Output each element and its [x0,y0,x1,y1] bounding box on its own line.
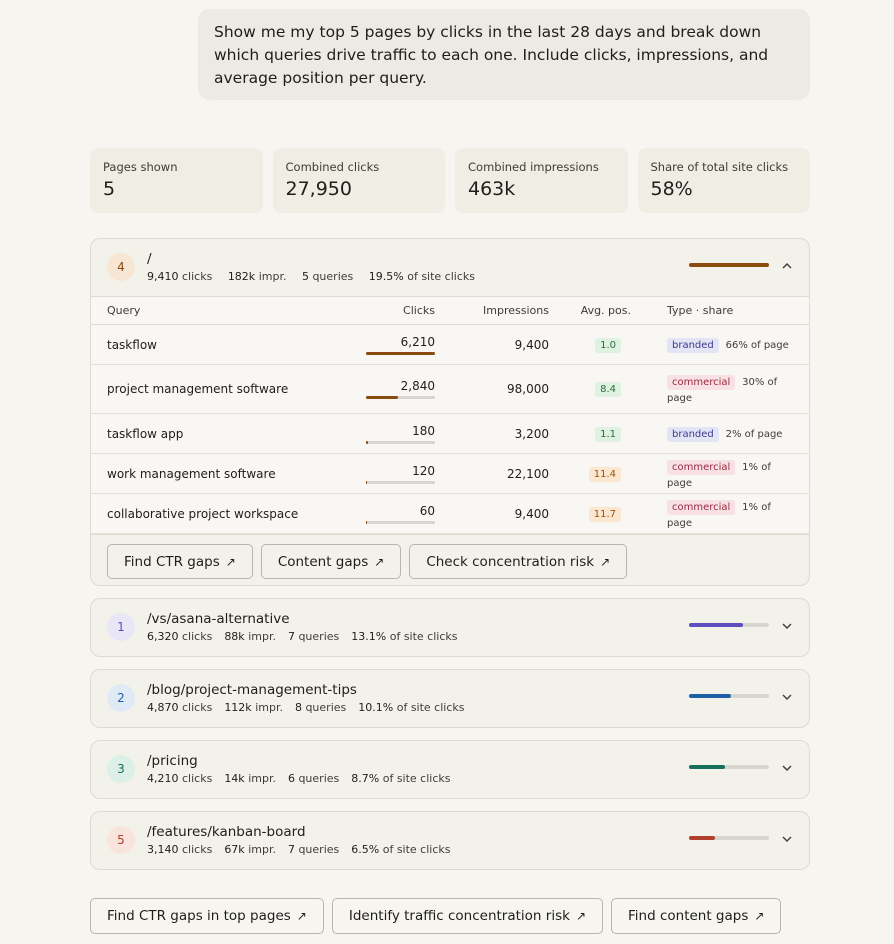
rank-badge: 3 [107,755,135,783]
table-row [91,454,809,494]
stat-share-of-site-clicks [638,148,811,213]
page-card-header[interactable] [91,741,809,798]
type-share-cell [635,494,809,534]
query-table [91,296,809,534]
page-meta [147,772,463,785]
page-card-header[interactable] [91,812,809,869]
type-badge: branded [667,338,719,353]
arrow-up-right-icon: ↗ [374,554,385,569]
page-clicks: 4,870 [147,701,179,714]
footer-actions [90,898,781,934]
query-clicks: 180 [412,423,435,438]
page-share-bar-fill [689,623,743,627]
avg-pos-cell [549,365,635,414]
type-badge: commercial [667,500,735,515]
arrow-up-right-icon: ↗ [754,909,765,923]
type-share-cell [635,414,809,454]
page-clicks: 4,210 [147,772,179,785]
share-unit: of site clicks [382,843,451,856]
identify-concentration-risk-button[interactable]: Identify traffic concentration risk ↗ [332,898,603,934]
clicks-unit: clicks [182,843,213,856]
type-share-cell [635,454,809,494]
page-card-header[interactable] [91,670,809,727]
type-badge: branded [667,427,719,442]
page-url: / [147,251,152,267]
query-clicks-bar [366,352,435,355]
page-share-bar [689,263,769,267]
clicks-unit: clicks [182,701,213,714]
rank-badge: 1 [107,613,135,641]
page-url: /blog/project-management-tips [147,682,357,698]
page-impressions: 112k [224,701,252,714]
page-url: /vs/asana-alternative [147,611,290,627]
query-cell: collaborative project workspace [91,494,341,534]
page-impressions: 88k [224,630,245,643]
table-row [91,325,809,365]
query-clicks-bar [366,396,435,399]
impressions-cell: 22,100 [435,454,549,494]
impressions-cell: 9,400 [435,494,549,534]
clicks-unit: clicks [182,270,213,283]
page-impressions: 182k [227,270,256,283]
rank-badge: 4 [107,253,135,281]
stat-label: Combined impressions [468,160,599,174]
share-unit: of site clicks [407,270,475,283]
chevron-down-icon[interactable] [780,690,794,704]
query-clicks: 2,840 [400,379,435,393]
page-card-collapsed[interactable] [90,740,810,799]
arrow-up-right-icon: ↗ [296,909,307,923]
query-cell: work management software [91,454,341,494]
page-card-expanded [90,238,810,586]
stats-row [90,148,810,213]
stat-label: Combined clicks [285,160,380,174]
page-share: 6.5% [351,843,380,856]
avg-pos-cell [549,454,635,494]
query-clicks: 60 [419,503,435,518]
page-meta [147,270,487,283]
avg-pos-badge: 1.1 [595,427,621,442]
type-badge: commercial [667,460,735,475]
stat-pages-shown [90,148,263,213]
chevron-down-icon[interactable] [780,761,794,775]
page-impressions: 67k [224,843,245,856]
queries-unit: queries [305,701,347,714]
rank-badge: 5 [107,826,135,854]
col-impressions: Impressions [435,297,549,325]
arrow-up-right-icon: ↗ [225,554,236,569]
share-of-page: 1% of page [667,461,771,489]
type-share-cell [635,325,809,365]
share-of-page: 30% of page [667,377,778,404]
page-queries: 8 [294,701,302,714]
impressions-cell: 98,000 [435,365,549,414]
stat-value: 58% [650,178,693,200]
query-clicks-bar-fill [366,441,368,444]
page-share: 8.7% [351,772,380,785]
query-clicks-bar-fill [366,521,367,524]
page-share-bar [689,623,769,627]
page-clicks: 3,140 [147,843,179,856]
page-share-bar-fill [689,836,715,840]
queries-unit: queries [312,270,354,283]
stat-combined-clicks [273,148,446,213]
type-badge: commercial [667,375,735,390]
page-card-collapsed[interactable] [90,669,810,728]
queries-unit: queries [298,843,340,856]
stat-value: 5 [103,178,116,200]
query-clicks-bar-fill [366,396,398,399]
type-share-cell [635,365,809,414]
clicks-cell [341,325,435,365]
share-unit: of site clicks [396,701,465,714]
find-content-gaps-button[interactable]: Find content gaps ↗ [611,898,781,934]
find-ctr-gaps-button[interactable]: Find CTR gaps ↗ [107,544,253,579]
page-card-header[interactable] [91,599,809,656]
user-message: Show me my top 5 pages by clicks in the last 28 days and break down which queries drive traffic to each one. Include clicks, impressions, and average position per query. [198,9,810,100]
share-unit: of site clicks [389,630,458,643]
page-url: /pricing [147,753,198,769]
chevron-down-icon[interactable] [780,619,794,633]
avg-pos-cell [549,414,635,454]
page-share: 10.1% [358,701,394,714]
find-ctr-gaps-top-pages-button[interactable]: Find CTR gaps in top pages ↗ [90,898,324,934]
page-share-bar [689,836,769,840]
page-card-collapsed[interactable] [90,811,810,870]
impr-unit: impr. [248,772,276,785]
arrow-up-right-icon: ↗ [575,909,586,923]
query-clicks-bar-fill [366,481,367,484]
page-queries: 7 [287,630,295,643]
clicks-cell [341,414,435,454]
page-meta [147,630,470,643]
chevron-up-icon[interactable] [780,259,794,273]
query-cell: taskflow [91,325,341,365]
arrow-up-right-icon: ↗ [600,554,611,569]
impr-unit: impr. [248,843,276,856]
avg-pos-badge: 8.4 [595,382,621,397]
table-row [91,365,809,414]
col-clicks: Clicks [341,297,435,325]
queries-unit: queries [298,772,340,785]
query-cell: project management software [91,365,341,414]
rank-badge: 2 [107,684,135,712]
page-queries: 7 [287,843,295,856]
avg-pos-cell [549,325,635,365]
page-impressions: 14k [224,772,245,785]
col-query: Query [91,297,341,325]
page-share-bar [689,694,769,698]
query-clicks-bar [366,481,435,484]
query-clicks-bar [366,441,435,444]
share-of-page: 2% of page [725,428,783,440]
avg-pos-badge: 11.7 [589,507,621,522]
stat-combined-impressions [455,148,628,213]
page-queries: 5 [301,270,309,283]
col-avg-pos: Avg. pos. [549,297,635,325]
impr-unit: impr. [258,270,287,283]
clicks-unit: clicks [182,772,213,785]
check-concentration-risk-button[interactable]: Check concentration risk ↗ [409,544,627,579]
clicks-cell [341,365,435,414]
page-share-bar [689,765,769,769]
share-of-page: 1% of page [667,501,771,529]
chevron-down-icon[interactable] [780,832,794,846]
col-type-share: Type · share [635,297,809,325]
clicks-cell [341,494,435,534]
table-row [91,414,809,454]
page-clicks: 9,410 [147,270,179,283]
queries-unit: queries [298,630,340,643]
page-actions [91,534,809,588]
stat-value: 27,950 [285,178,352,200]
impressions-cell: 3,200 [435,414,549,454]
share-of-page: 66% of page [725,339,789,351]
avg-pos-badge: 11.4 [589,467,621,482]
page-meta [147,843,463,856]
page-share: 19.5% [368,270,404,283]
query-clicks-bar-fill [366,352,435,355]
page-url: /features/kanban-board [147,824,306,840]
impressions-cell: 9,400 [435,325,549,365]
clicks-cell [341,454,435,494]
avg-pos-cell [549,494,635,534]
stat-label: Share of total site clicks [650,160,789,174]
query-clicks-bar [366,521,435,524]
impr-unit: impr. [248,630,276,643]
page-card-header[interactable] [91,239,809,296]
page-card-collapsed[interactable] [90,598,810,657]
avg-pos-badge: 1.0 [595,338,621,353]
query-clicks: 6,210 [400,334,435,349]
table-row [91,494,809,534]
page-clicks: 6,320 [147,630,179,643]
content-gaps-button[interactable]: Content gaps ↗ [261,544,402,579]
query-clicks: 120 [412,463,435,478]
page-share: 13.1% [351,630,387,643]
page-share-bar-fill [689,694,731,698]
page-share-bar-fill [689,765,725,769]
page-meta [147,701,477,714]
query-cell: taskflow app [91,414,341,454]
impr-unit: impr. [255,701,283,714]
stat-label: Pages shown [103,160,178,174]
stat-value: 463k [468,178,516,200]
share-unit: of site clicks [382,772,451,785]
page-queries: 6 [287,772,295,785]
clicks-unit: clicks [182,630,213,643]
page-share-bar-fill [689,263,769,267]
